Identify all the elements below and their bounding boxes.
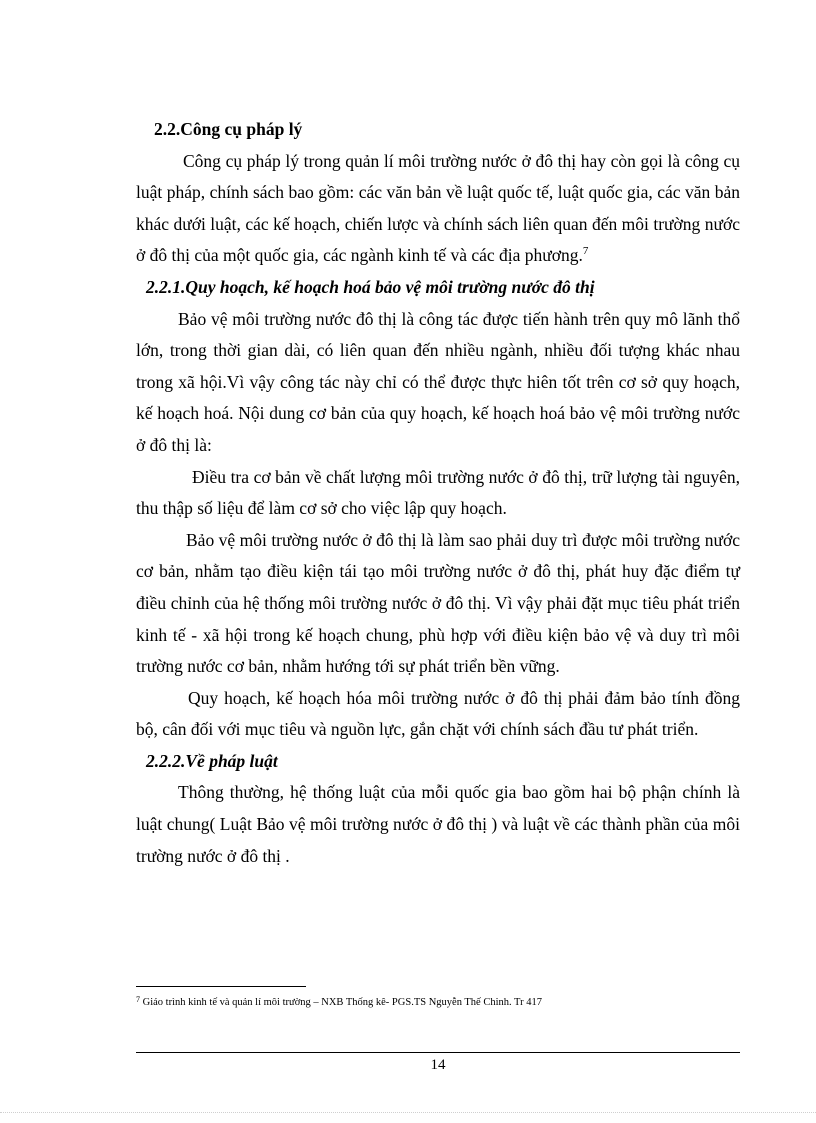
paragraph-basic-survey: Điều tra cơ bản về chất lượng môi trường nước ở đô thị, trữ lượng tài nguyên, thu thập số liệu để làm cơ sở cho việc lập quy hoạch.: [136, 466, 740, 519]
section-heading-2-2-1: 2.2.1.Quy hoạch, kế hoạch hoá bảo vệ môi trường nước đô thị: [146, 276, 595, 297]
paragraph-legal-tools-text: Công cụ pháp lý trong quản lí môi trường nước ở đô thị hay còn gọi là công cụ luật pháp, chính sách bao gồm: các văn bản về luật quốc tế, luật quốc gia, các văn bản khác dưới luật, các kế hoạch, chiến lược và chính sách liên quan đến môi trường nước ở đô thị của một quốc gia, các ngành kinh tế và các địa phương.: [136, 150, 740, 266]
paragraph-legal-tools: [136, 146, 740, 272]
page-bottom-edge: [0, 1112, 816, 1113]
footer-rule: [136, 1052, 740, 1053]
paragraph-protection-goals: Bảo vệ môi trường nước ở đô thị là làm sao phải duy trì được môi trường nước cơ bản, nhằm tạo điều kiện tái tạo môi trường nước ở đô thị, phát huy đặc điểm tự điều chỉnh của hệ thống môi trường nước ở đô thị. Vì vậy phải đặt mục tiêu phát triển kinh tế - xã hội trong kế hoạch chung, phù hợp với điều kiện bảo vệ và duy trì môi trường nước cơ bản, nhằm hướng tới sự phát triển bền vững.: [136, 529, 740, 677]
paragraph-planning-intro: Bảo vệ môi trường nước đô thị là công tác được tiến hành trên quy mô lãnh thổ lớn, trong thời gian dài, có liên quan đến nhiều ngành, nhiều đối tượng khác nhau trong xã hội.Vì vậy công tác này chỉ có thể được thực hiên tốt trên cơ sở quy hoạch, kế hoạch hoá. Nội dung cơ bản của quy hoạch, kế hoạch hoá bảo vệ môi trường nước ở đô thị là:: [136, 308, 740, 455]
paragraph-law-system: Thông thường, hệ thống luật của mỗi quốc gia bao gồm hai bộ phận chính là luật chung( Luật Bảo vệ môi trường nước ở đô thị ) và luật về các thành phần của môi trường nước ở đô thị .: [136, 782, 740, 866]
footnote: [136, 996, 740, 1010]
section-heading-2-2-2: 2.2.2.Về pháp luật: [146, 750, 278, 771]
footnote-reference[interactable]: 7: [582, 245, 589, 258]
page-number: 14: [430, 1057, 446, 1073]
footnote-separator: [136, 986, 306, 987]
footnote-text: Giáo trình kinh tế và quản lí môi trường – NXB Thống kê- PGS.TS Nguyễn Thế Chinh. Tr 417: [142, 997, 542, 1008]
page-body: [136, 114, 740, 872]
paragraph-planning-synchronization: Quy hoạch, kế hoạch hóa môi trường nước ở đô thị phải đảm bảo tính đồng bộ, cân đối với mục tiêu và nguồn lực, gắn chặt với chính sách đầu tư phát triển.: [136, 687, 740, 740]
section-heading-2-2: 2.2.Công cụ pháp lý: [154, 119, 303, 139]
footnote-marker: 7: [136, 995, 140, 1004]
